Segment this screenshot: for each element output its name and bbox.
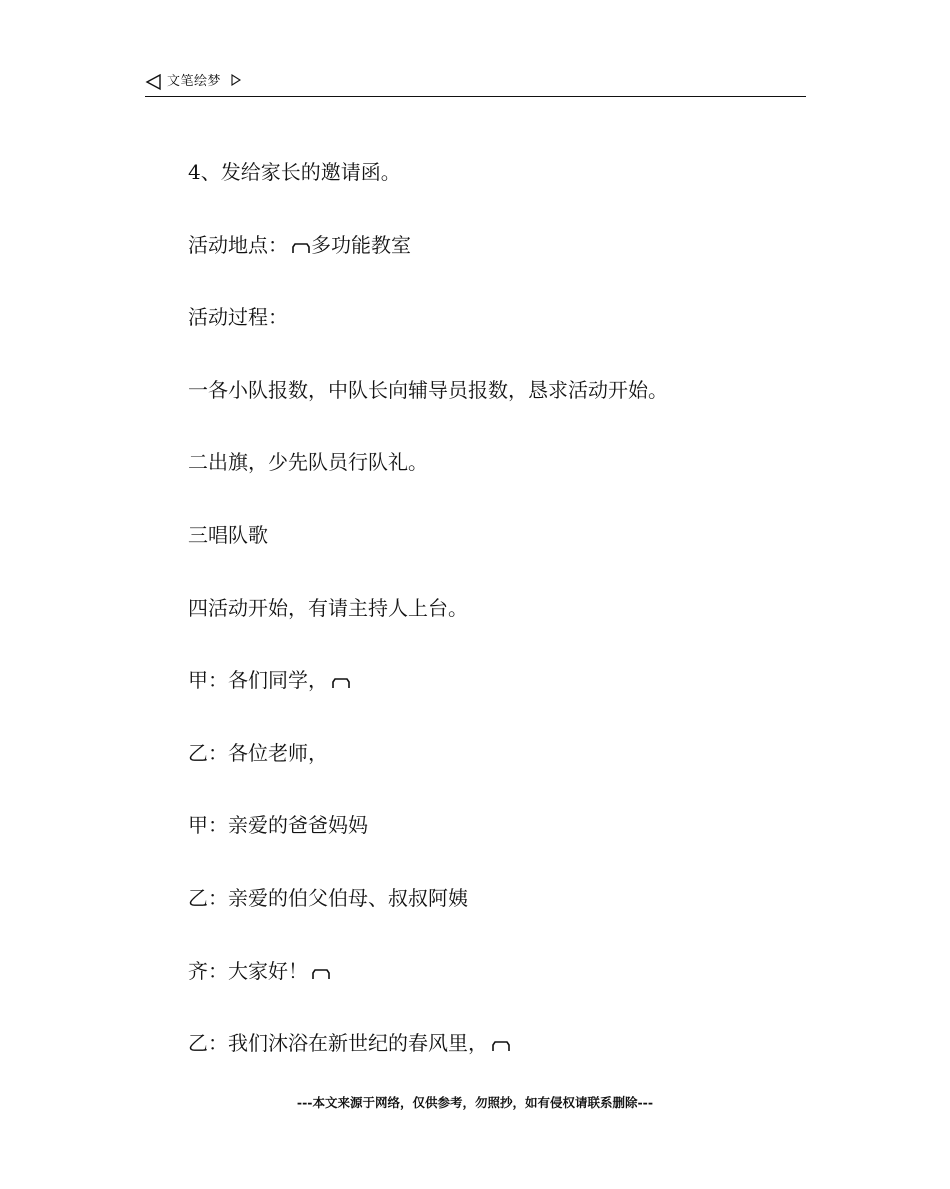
- paragraph-text: 二出旗，少先队员行队礼。: [188, 450, 428, 475]
- bracket-mark-icon: [291, 242, 311, 254]
- paragraph: [188, 515, 788, 588]
- bracket-mark-icon: [331, 677, 351, 689]
- paragraph-text: 乙：我们沐浴在新世纪的春风里，: [188, 1031, 488, 1056]
- bracket-mark-icon: [491, 1040, 511, 1052]
- paragraph: [188, 733, 788, 806]
- paragraph-text: 活动过程：: [188, 305, 288, 330]
- triangle-right-icon: [231, 74, 241, 86]
- paragraph-text: 三唱队歌: [188, 522, 268, 547]
- paragraph-text: 甲：各们同学，: [188, 668, 328, 693]
- paragraph-text: 4、发给家长的邀请函。: [188, 160, 401, 184]
- header-title: 文笔绘梦: [167, 74, 222, 89]
- paragraph: [188, 1023, 788, 1096]
- paragraph: [188, 297, 788, 370]
- paragraph-text-after-mark: 多功能教室: [311, 232, 411, 257]
- paragraph-text: 齐：大家好！: [188, 958, 308, 983]
- paragraph: [188, 152, 788, 225]
- page-header: [145, 72, 806, 97]
- paragraph-text: 乙：各位老师，: [188, 740, 328, 765]
- paragraph-text: 乙：亲爱的伯父伯母、叔叔阿姨: [188, 885, 468, 910]
- triangle-left-icon: [145, 73, 163, 91]
- page-footer: ---本文来源于网络，仅供参考，勿照抄，如有侵权请联系删除---: [296, 1095, 654, 1110]
- paragraph-text: 活动地点：: [188, 232, 288, 257]
- paragraph: [188, 370, 788, 443]
- paragraph: [188, 225, 788, 298]
- bracket-mark-icon: [311, 968, 331, 980]
- paragraph: [188, 878, 788, 951]
- paragraph: [188, 660, 788, 733]
- paragraph: [188, 951, 788, 1024]
- document-body: [188, 152, 788, 1096]
- paragraph: [188, 442, 788, 515]
- paragraph-text: 一各小队报数，中队长向辅导员报数，恳求活动开始。: [188, 377, 668, 402]
- paragraph: [188, 805, 788, 878]
- paragraph-text: 四活动开始，有请主持人上台。: [188, 595, 468, 620]
- paragraph-text: 甲：亲爱的爸爸妈妈: [188, 813, 368, 838]
- paragraph: [188, 588, 788, 661]
